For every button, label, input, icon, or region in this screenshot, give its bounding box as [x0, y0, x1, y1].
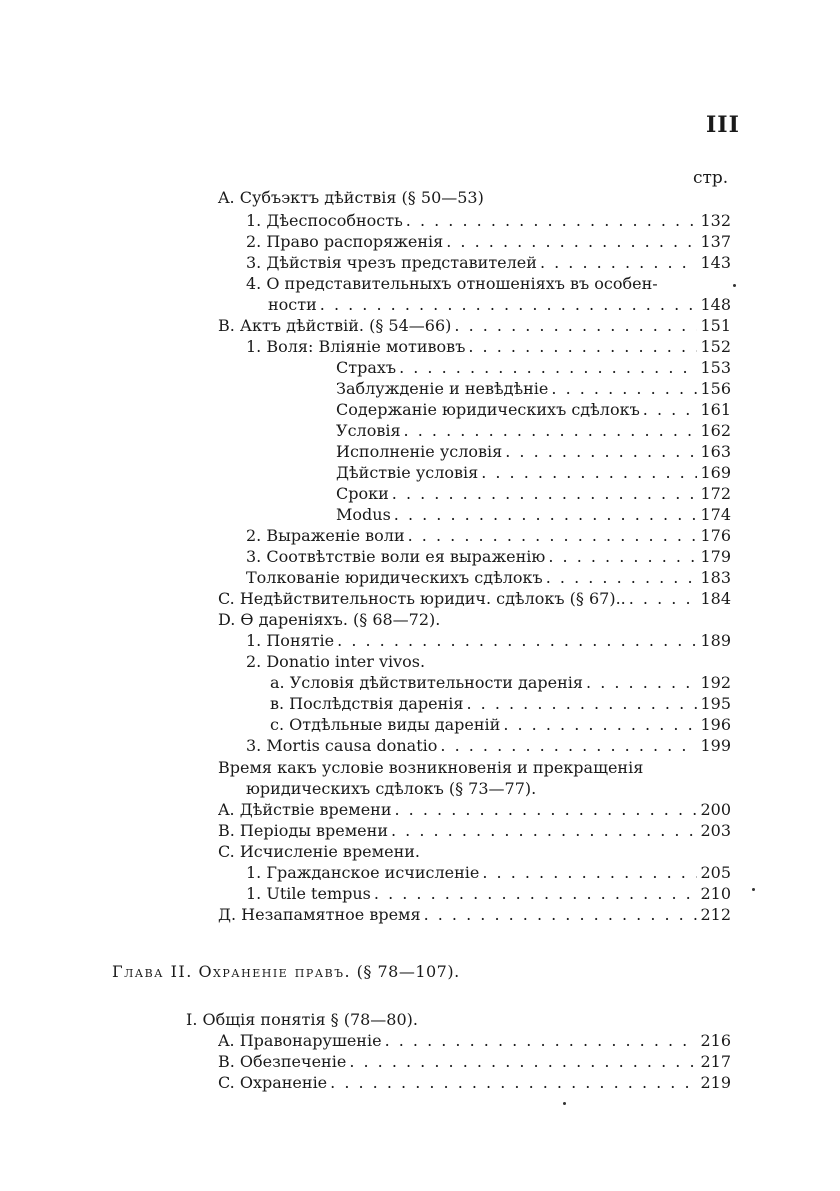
toc-entry: Modus . . . 174: [336, 504, 731, 525]
toc-entry: 3. Mortis causa donatio . . . 199: [246, 735, 731, 756]
toc-entry: Дѣйствіе условія . . . 169: [336, 462, 731, 483]
toc-entry: Условія . . . 162: [336, 420, 731, 441]
toc-entry: a. Условія дѣйствительности даренія . . . 192: [270, 672, 731, 693]
toc-heading: юридическихъ сдѣлокъ (§ 73—77).: [246, 779, 537, 798]
part-heading: I. Общія понятія § (78—80).: [186, 1010, 418, 1029]
toc-entry: Содержаніе юридическихъ сдѣлокъ . . . 161: [336, 399, 731, 420]
toc-entry: 1. Воля: Вліяніе мотивовъ . . . 152: [246, 336, 731, 357]
toc-entry: 3. Соотвѣтствіе воли ея выраженію . . . 179: [246, 546, 731, 567]
toc-heading: Время какъ условіе возникновенія и прекращенія: [218, 758, 644, 777]
scan-speck: [563, 1102, 566, 1105]
toc-heading: C. Исчисленіе времени.: [218, 842, 420, 861]
toc-entry: B. Обезпеченіе . . . 217: [218, 1051, 731, 1072]
toc-entry: 2. Право распоряженія . . . 137: [246, 231, 731, 252]
toc-entry: c. Отдѣльные виды дареній . . . 196: [270, 714, 731, 735]
toc-entry: Исполненіе условія . . . 163: [336, 441, 731, 462]
toc-entry: 1. Utile tempus . . . 210: [246, 883, 731, 904]
toc-entry: C. Охраненіе . . . 219: [218, 1072, 731, 1093]
toc-entry: Страхъ . . . 153: [336, 357, 731, 378]
toc-entry: Сроки . . . 172: [336, 483, 731, 504]
toc-entry: в. Послѣдствія даренія . . . 195: [270, 693, 731, 714]
toc-entry: Д. Незапамятное время . . . 212: [218, 904, 731, 925]
toc-entry: C. Недѣйствительность юридич. сдѣлокъ (§ 67).. . . . 184: [218, 588, 731, 609]
toc-heading: D. Ѳ дареніяхъ. (§ 68—72).: [218, 610, 441, 629]
page-column-label: стр.: [693, 168, 729, 188]
toc-entry: 3. Дѣйствія чрезъ представителей . . . 143: [246, 252, 731, 273]
toc-entry: B. Періоды времени . . . 203: [218, 820, 731, 841]
toc-entry: 1. Понятіе . . . 189: [246, 630, 731, 651]
toc-heading: A. Субъэктъ дѣйствія (§ 50—53): [218, 188, 484, 207]
toc-entry: 1. Дѣеспособность . . . 132: [246, 210, 731, 231]
toc-entry: ности . . . 148: [268, 294, 731, 315]
toc-entry: B. Актъ дѣйствій. (§ 54—66) . . . 151: [218, 315, 731, 336]
toc-entry: 2. Donatio inter vivos.: [246, 652, 426, 671]
toc-entry: A. Правонарушеніе . . . 216: [218, 1030, 731, 1051]
toc-entry: Толкованіе юридическихъ сдѣлокъ . . . 183: [246, 567, 731, 588]
page-number: III: [706, 112, 740, 138]
toc-entry: 1. Гражданское исчисленіе . . . 205: [246, 862, 731, 883]
toc-entry: Заблужденіе и невѣдѣніе . . . 156: [336, 378, 731, 399]
scan-speck: [752, 888, 755, 891]
toc-entry: 4. О представительныхъ отношеніяхъ въ особен-: [246, 274, 658, 293]
chapter-heading: Глава II. Охраненіе правъ. (§ 78—107).: [112, 962, 460, 981]
toc-entry: A. Дѣйствіе времени . . . 200: [218, 799, 731, 820]
scan-speck: [733, 284, 736, 287]
toc-entry: 2. Выраженіе воли . . . 176: [246, 525, 731, 546]
